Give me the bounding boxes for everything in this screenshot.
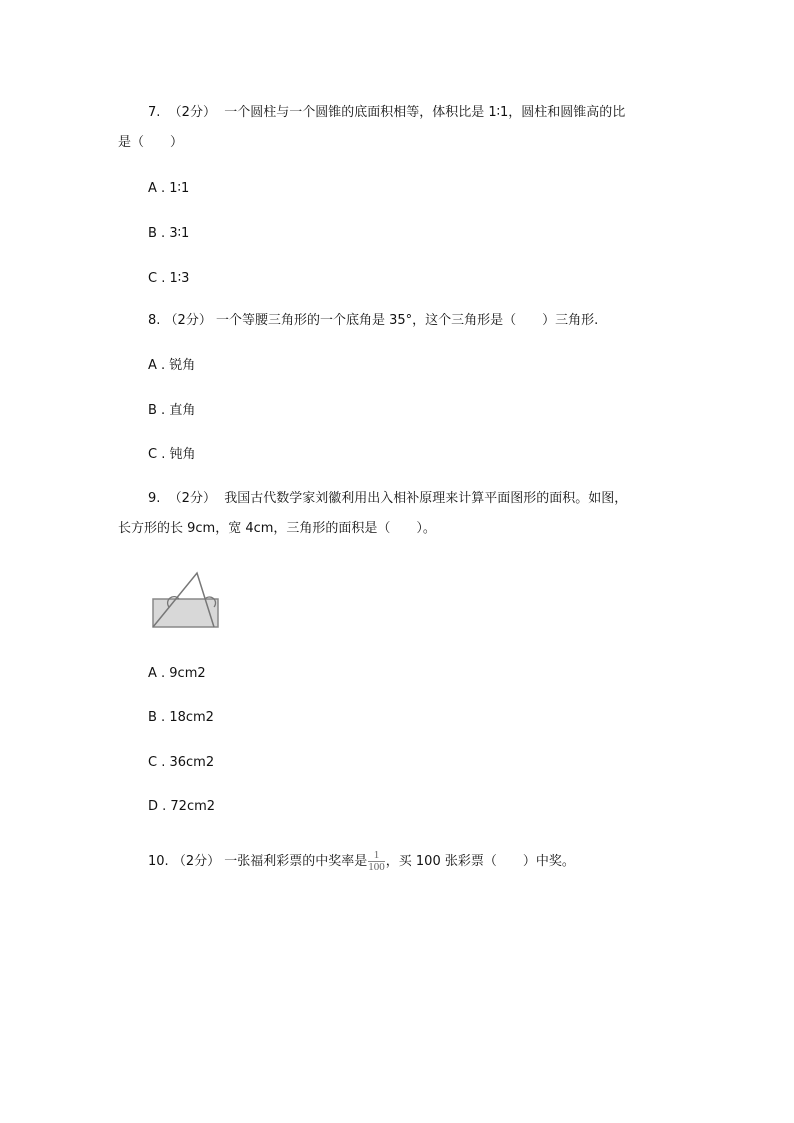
option-8c: C . 钝角 bbox=[148, 447, 196, 462]
question-number: 10. bbox=[148, 854, 169, 869]
question-text: 一个圆柱与一个圆锥的底面积相等，体积比是 1∶1，圆柱和圆锥高的比 bbox=[224, 105, 626, 120]
option-7b: B . 3∶1 bbox=[148, 226, 190, 241]
option-9b: B . 18cm2 bbox=[148, 710, 214, 725]
question-9-continued: 长方形的长 9cm，宽 4cm，三角形的面积是（ ）。 bbox=[118, 521, 436, 536]
question-score: （2分） bbox=[172, 854, 221, 869]
fraction-numerator: 1 bbox=[373, 849, 380, 861]
question-number: 9. bbox=[148, 491, 161, 506]
question-9 bbox=[148, 491, 627, 507]
fraction bbox=[368, 850, 385, 873]
question-8 bbox=[148, 313, 598, 329]
option-9c: C . 36cm2 bbox=[148, 755, 215, 770]
question-7-continued: 是（ ） bbox=[118, 135, 184, 150]
question-text-end: ，买 100 张彩票（ ）中奖。 bbox=[385, 854, 575, 869]
question-score: （2分） bbox=[164, 313, 212, 328]
question-score: （2分） bbox=[168, 105, 216, 120]
option-8a: A . 锐角 bbox=[148, 358, 196, 373]
question-text: 一张福利彩票的中奖率是 bbox=[224, 854, 368, 869]
question-score: （2分） bbox=[168, 491, 216, 506]
question-10 bbox=[148, 848, 575, 876]
option-9a: A . 9cm2 bbox=[148, 666, 206, 681]
option-7c: C . 1∶3 bbox=[148, 271, 190, 286]
rectangle-triangle-figure bbox=[145, 565, 230, 635]
option-9d: D . 72cm2 bbox=[148, 799, 216, 814]
fraction-denominator: 100 bbox=[368, 861, 385, 873]
question-number: 8. bbox=[148, 313, 161, 328]
question-number: 7. bbox=[148, 105, 161, 120]
question-text: 一个等腰三角形的一个底角是 35°，这个三角形是（ ）三角形. bbox=[215, 313, 599, 328]
option-7a: A . 1∶1 bbox=[148, 181, 190, 196]
question-text: 我国古代数学家刘徽利用出入相补原理来计算平面图形的面积。如图， bbox=[224, 491, 628, 506]
question-7 bbox=[148, 105, 625, 121]
option-8b: B . 直角 bbox=[148, 403, 196, 418]
